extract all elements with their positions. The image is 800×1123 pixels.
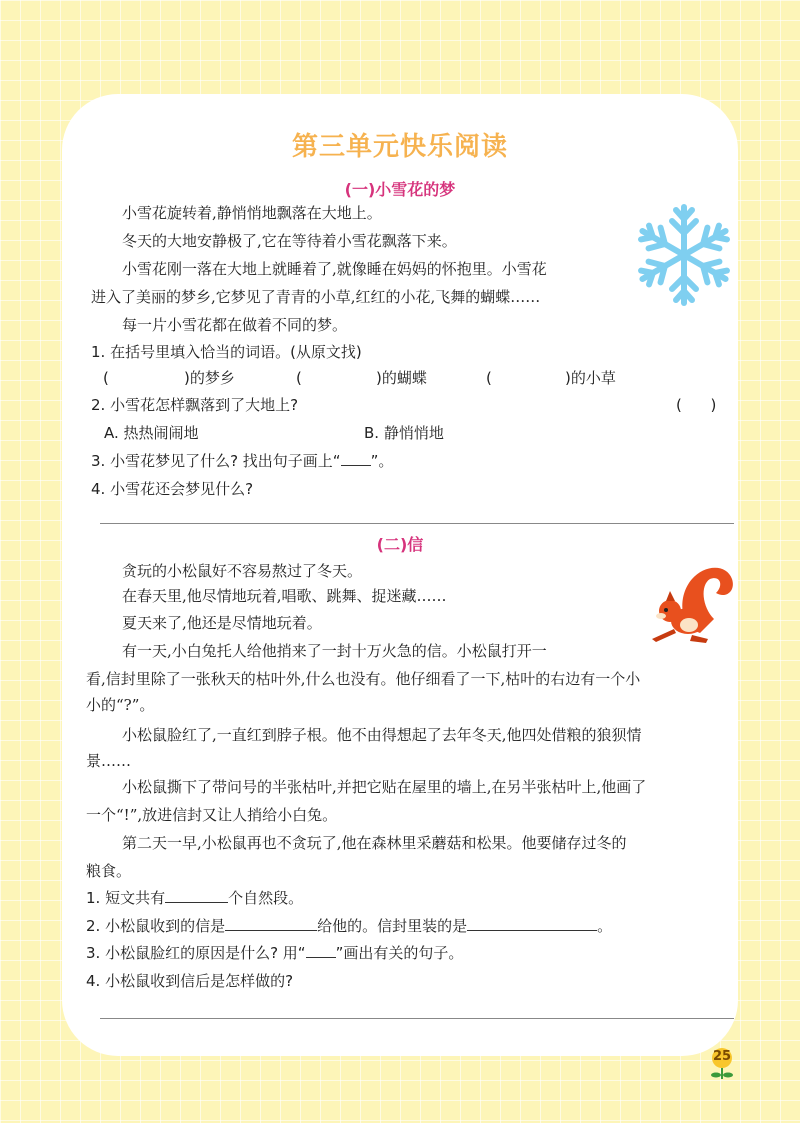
- section2-paragraph-7: 第二天一早,小松鼠再也不贪玩了,他在森林里采蘑菇和松果。他要储存过冬的: [122, 834, 627, 852]
- s2-question-1: 1. 短文共有 个自然段。: [86, 889, 304, 907]
- s2-q2-answer-blank-2[interactable]: [467, 916, 597, 931]
- s1-question-2: 2. 小雪花怎样飘落到了大地上?: [91, 396, 299, 414]
- s2-q3-underline-sample: [306, 943, 336, 958]
- snowflake-icon: [632, 200, 736, 310]
- section2-paragraph-7-cont: 粮食。: [86, 862, 132, 880]
- s2-q4-answer-line[interactable]: [100, 1018, 734, 1019]
- section1-paragraph-3: 小雪花刚一落在大地上就睡着了,就像睡在妈妈的怀抱里。小雪花: [122, 260, 547, 278]
- section1-paragraph-2: 冬天的大地安静极了,它在等待着小雪花飘落下来。: [122, 232, 457, 250]
- s2-question-2: 2. 小松鼠收到的信是 给他的。信封里装的是 。: [86, 917, 613, 935]
- s1-q1-answer-b[interactable]: )的蝴蝶: [376, 369, 427, 387]
- s1-q3-underline-sample: [341, 451, 371, 466]
- s1-q1-answer-c[interactable]: )的小草: [565, 369, 616, 387]
- s1-q1-paren-c-open: (: [486, 369, 492, 387]
- page-number: 25: [712, 1049, 732, 1064]
- s2-question-4: 4. 小松鼠收到信后是怎样做的?: [86, 972, 294, 990]
- s1-q1-answer-a[interactable]: )的梦乡: [184, 369, 235, 387]
- s1-q4-answer-line[interactable]: [100, 523, 734, 524]
- page-number-badge: [706, 1047, 738, 1081]
- section2-heading: (二)信: [376, 535, 424, 554]
- s2-q2-answer-blank-1[interactable]: [225, 916, 317, 931]
- s1-q1-paren-a-open: (: [103, 369, 109, 387]
- s2-question-3: 3. 小松鼠脸红的原因是什么? 用“ ”画出有关的句子。: [86, 944, 464, 962]
- section1-paragraph-1: 小雪花旋转着,静悄悄地飘落在大地上。: [122, 204, 382, 222]
- section2-paragraph-4-cont-1: 看,信封里除了一张秋天的枯叶外,什么也没有。他仔细看了一下,枯叶的右边有一个小: [86, 670, 641, 688]
- page-title: 第三单元快乐阅读: [291, 132, 508, 162]
- section1-heading: (一)小雪花的梦: [344, 180, 456, 199]
- section2-paragraph-4: 有一天,小白兔托人给他捎来了一封十万火急的信。小松鼠打开一: [122, 642, 547, 660]
- s1-q1-paren-b-open: (: [296, 369, 302, 387]
- section1-paragraph-4: 每一片小雪花都在做着不同的梦。: [122, 316, 348, 334]
- s1-question-4: 4. 小雪花还会梦见什么?: [91, 480, 254, 498]
- section2-paragraph-6: 小松鼠撕下了带问号的半张枯叶,并把它贴在屋里的墙上,在另半张枯叶上,他画了: [122, 778, 647, 796]
- s1-q2-answer-paren[interactable]: ( ): [676, 396, 717, 414]
- section2-paragraph-5: 小松鼠脸红了,一直红到脖子根。他不由得想起了去年冬天,他四处借粮的狼狈情: [122, 726, 642, 744]
- section2-paragraph-1: 贪玩的小松鼠好不容易熬过了冬天。: [122, 562, 363, 580]
- section2-paragraph-3: 夏天来了,他还是尽情地玩着。: [122, 614, 322, 632]
- section2-paragraph-2: 在春天里,他尽情地玩着,唱歌、跳舞、捉迷藏……: [122, 587, 447, 605]
- section2-paragraph-4-cont-2: 小的“?”。: [86, 696, 155, 714]
- section2-paragraph-6-cont: 一个“!”,放进信封又让人捎给小白兔。: [86, 806, 338, 824]
- section1-paragraph-3-cont: 进入了美丽的梦乡,它梦见了青青的小草,红红的小花,飞舞的蝴蝶……: [91, 288, 541, 306]
- section2-paragraph-5-cont: 景……: [86, 752, 132, 770]
- s1-question-1: 1. 在括号里填入恰当的词语。(从原文找): [91, 343, 362, 361]
- s2-q1-answer-blank[interactable]: [165, 888, 228, 903]
- s1-question-3: 3. 小雪花梦见了什么? 找出句子画上“ ”。: [91, 452, 394, 470]
- squirrel-icon: [648, 555, 736, 645]
- s1-q2-option-b[interactable]: B. 静悄悄地: [364, 424, 444, 442]
- s1-q2-option-a[interactable]: A. 热热闹闹地: [104, 424, 199, 442]
